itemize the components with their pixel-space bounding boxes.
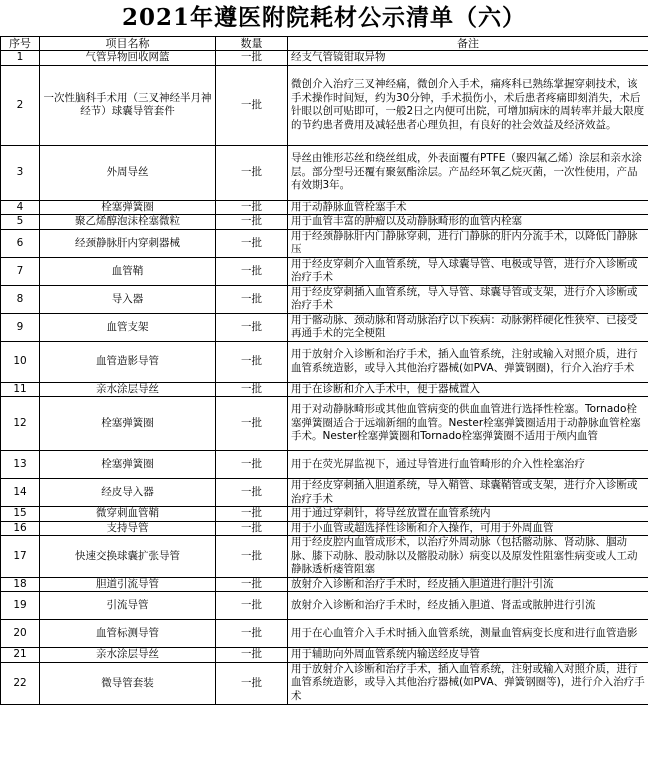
row-quantity: 一批 xyxy=(216,397,288,451)
row-note: 用于经皮腔内血管成形术，以治疗外周动脉（包括髂动脉、肾动脉、腘动脉、膝下动脉、股动脉以及髂股动脉）病变以及原发性阻塞性病变或人工动静脉透析瘘管阻塞 xyxy=(288,536,648,578)
row-quantity: 一批 xyxy=(216,257,288,285)
row-note: 用于经皮穿刺介入血管系统，导入球囊导管、电极或导管，进行介入诊断或治疗手术 xyxy=(288,257,648,285)
table-row xyxy=(1,620,648,648)
row-item-name: 栓塞弹簧圈 xyxy=(40,397,216,451)
row-quantity: 一批 xyxy=(216,577,288,592)
row-item-name: 导入器 xyxy=(40,285,216,313)
row-note: 用于放射介入诊断和治疗手术，插入血管系统，注射或输入对照介质，进行血管系统造影，或导入其他治疗器械(如PVA、弹簧钢圈)，行介入治疗手术 xyxy=(288,341,648,382)
row-quantity: 一批 xyxy=(216,215,288,230)
table-row xyxy=(1,382,648,397)
row-note: 导丝由锥形芯丝和绕丝组成，外表面覆有PTFE（聚四氟乙烯）涂层和亲水涂层。部分型号还覆有聚氨酯涂层。产品经环氧乙烷灭菌，一次性使用，产品有效期3年。 xyxy=(288,145,648,200)
row-quantity: 一批 xyxy=(216,479,288,507)
row-item-name: 栓塞弹簧圈 xyxy=(40,451,216,479)
row-number: 22 xyxy=(1,662,40,704)
row-number: 5 xyxy=(1,215,40,230)
row-quantity: 一批 xyxy=(216,620,288,648)
table-row xyxy=(1,145,648,200)
row-number: 14 xyxy=(1,479,40,507)
table-row xyxy=(1,592,648,620)
row-note: 用于经皮穿刺插入血管系统，导入导管、球囊导管或支架，进行介入诊断或治疗手术 xyxy=(288,285,648,313)
row-number: 8 xyxy=(1,285,40,313)
row-number: 18 xyxy=(1,577,40,592)
row-quantity: 一批 xyxy=(216,451,288,479)
row-number: 16 xyxy=(1,521,40,536)
row-quantity: 一批 xyxy=(216,341,288,382)
row-note: 用于经皮穿刺插入胆道系统，导入鞘管、球囊鞘管或支架，进行介入诊断或治疗手术 xyxy=(288,479,648,507)
row-item-name: 经颈静脉肝内穿刺器械 xyxy=(40,229,216,257)
row-number: 11 xyxy=(1,382,40,397)
row-quantity: 一批 xyxy=(216,51,288,66)
table-row xyxy=(1,65,648,145)
row-item-name: 血管标测导管 xyxy=(40,620,216,648)
row-item-name: 亲水涂层导丝 xyxy=(40,382,216,397)
row-number: 19 xyxy=(1,592,40,620)
row-item-name: 微穿刺血管鞘 xyxy=(40,507,216,522)
row-item-name: 气管异物回收网篮 xyxy=(40,51,216,66)
row-quantity: 一批 xyxy=(216,229,288,257)
row-quantity: 一批 xyxy=(216,662,288,704)
table-row xyxy=(1,200,648,215)
row-number: 7 xyxy=(1,257,40,285)
row-item-name: 血管鞘 xyxy=(40,257,216,285)
consumables-table xyxy=(0,36,648,705)
table-row xyxy=(1,229,648,257)
table-row xyxy=(1,648,648,663)
row-quantity: 一批 xyxy=(216,382,288,397)
row-note: 用于辅助向外周血管系统内输送经皮导管 xyxy=(288,648,648,663)
row-note: 用于在荧光屏监视下，通过导管进行血管畸形的介入性栓塞治疗 xyxy=(288,451,648,479)
table-row xyxy=(1,479,648,507)
table-body xyxy=(1,37,648,705)
header-qty: 数量 xyxy=(216,37,288,51)
row-item-name: 血管支架 xyxy=(40,313,216,341)
row-item-name: 亲水涂层导丝 xyxy=(40,648,216,663)
table-row xyxy=(1,313,648,341)
row-item-name: 引流导管 xyxy=(40,592,216,620)
row-number: 12 xyxy=(1,397,40,451)
table-row xyxy=(1,507,648,522)
table-row xyxy=(1,397,648,451)
row-item-name: 微导管套装 xyxy=(40,662,216,704)
table-row xyxy=(1,521,648,536)
table-row xyxy=(1,451,648,479)
row-item-name: 一次性脑科手术用（三叉神经半月神经节）球囊导管套件 xyxy=(40,65,216,145)
row-note: 用于在诊断和介入手术中，便于器械置入 xyxy=(288,382,648,397)
table-row xyxy=(1,285,648,313)
row-quantity: 一批 xyxy=(216,521,288,536)
table-row xyxy=(1,51,648,66)
row-note: 经支气管镜钳取异物 xyxy=(288,51,648,66)
row-number: 1 xyxy=(1,51,40,66)
table-row xyxy=(1,341,648,382)
table-row xyxy=(1,215,648,230)
row-quantity: 一批 xyxy=(216,648,288,663)
table-row xyxy=(1,257,648,285)
row-number: 4 xyxy=(1,200,40,215)
row-number: 6 xyxy=(1,229,40,257)
row-number: 15 xyxy=(1,507,40,522)
header-note: 备注 xyxy=(288,37,648,51)
table-row xyxy=(1,536,648,578)
row-note: 用于放射介入诊断和治疗手术，插入血管系统，注射或输入对照介质，进行血管系统造影，或导入其他治疗器械(如PVA、弹簧钢圈等)，进行介入治疗手术 xyxy=(288,662,648,704)
header-no: 序号 xyxy=(1,37,40,51)
row-item-name: 经皮导入器 xyxy=(40,479,216,507)
row-item-name: 栓塞弹簧圈 xyxy=(40,200,216,215)
row-item-name: 胆道引流导管 xyxy=(40,577,216,592)
row-number: 3 xyxy=(1,145,40,200)
row-item-name: 快速交换球囊扩张导管 xyxy=(40,536,216,578)
row-note: 用于髂动脉、颈动脉和肾动脉治疗以下疾病：动脉粥样硬化性狭窄、已接受再通手术的完全梗阻 xyxy=(288,313,648,341)
row-item-name: 外周导丝 xyxy=(40,145,216,200)
table-header-row xyxy=(1,37,648,51)
row-note: 用于通过穿刺针，将导丝放置在血管系统内 xyxy=(288,507,648,522)
document-title: 2021年遵医附院耗材公示清单（六） xyxy=(121,4,526,31)
row-note: 微创介入治疗三叉神经痛，微创介入手术，痛疼科已熟练掌握穿刺技术，该手术操作时间短，约为30分钟，手术损伤小，术后患者疼痛即刻消失，术后针眼以创可贴即可，一般2日之内便可出院，可增加病床的周转率并最大限度的节约患者费用及减轻患者心理负担，有良好的社会效益及经济效益。 xyxy=(288,65,648,145)
row-note: 用于小血管或超选择性诊断和介入操作，可用于外周血管 xyxy=(288,521,648,536)
row-note: 用于动静脉血管栓塞手术 xyxy=(288,200,648,215)
row-quantity: 一批 xyxy=(216,313,288,341)
row-number: 2 xyxy=(1,65,40,145)
row-number: 13 xyxy=(1,451,40,479)
row-quantity: 一批 xyxy=(216,536,288,578)
header-name: 项目名称 xyxy=(40,37,216,51)
table-row xyxy=(1,662,648,704)
row-item-name: 血管造影导管 xyxy=(40,341,216,382)
row-item-name: 支持导管 xyxy=(40,521,216,536)
row-note: 用于经颈静脉肝内门静脉穿刺，进行门静脉的肝内分流手术，以降低门静脉压 xyxy=(288,229,648,257)
row-note: 放射介入诊断和治疗手术时，经皮插入胆道、肾盂或脓肿进行引流 xyxy=(288,592,648,620)
row-quantity: 一批 xyxy=(216,65,288,145)
row-quantity: 一批 xyxy=(216,200,288,215)
table-row xyxy=(1,577,648,592)
row-quantity: 一批 xyxy=(216,285,288,313)
row-number: 21 xyxy=(1,648,40,663)
row-note: 用于在心血管介入手术时插入血管系统，测量血管病变长度和进行血管造影 xyxy=(288,620,648,648)
row-number: 10 xyxy=(1,341,40,382)
row-item-name: 聚乙烯醇泡沫栓塞微粒 xyxy=(40,215,216,230)
row-number: 20 xyxy=(1,620,40,648)
row-note: 放射介入诊断和治疗手术时，经皮插入胆道进行胆汁引流 xyxy=(288,577,648,592)
row-number: 9 xyxy=(1,313,40,341)
row-note: 用于血管丰富的肿瘤以及动静脉畸形的血管内栓塞 xyxy=(288,215,648,230)
row-note: 用于对动静脉畸形或其他血管病变的供血血管进行选择性栓塞。Tornado栓塞弹簧圈适合于远端新细的血管。Nester栓塞弹簧圈适用于动静脉血管栓塞手术。Nester栓塞弹簧圈和Tornado栓塞弹簧圈不适用于颅内血管 xyxy=(288,397,648,451)
row-quantity: 一批 xyxy=(216,507,288,522)
row-number: 17 xyxy=(1,536,40,578)
row-quantity: 一批 xyxy=(216,592,288,620)
row-quantity: 一批 xyxy=(216,145,288,200)
